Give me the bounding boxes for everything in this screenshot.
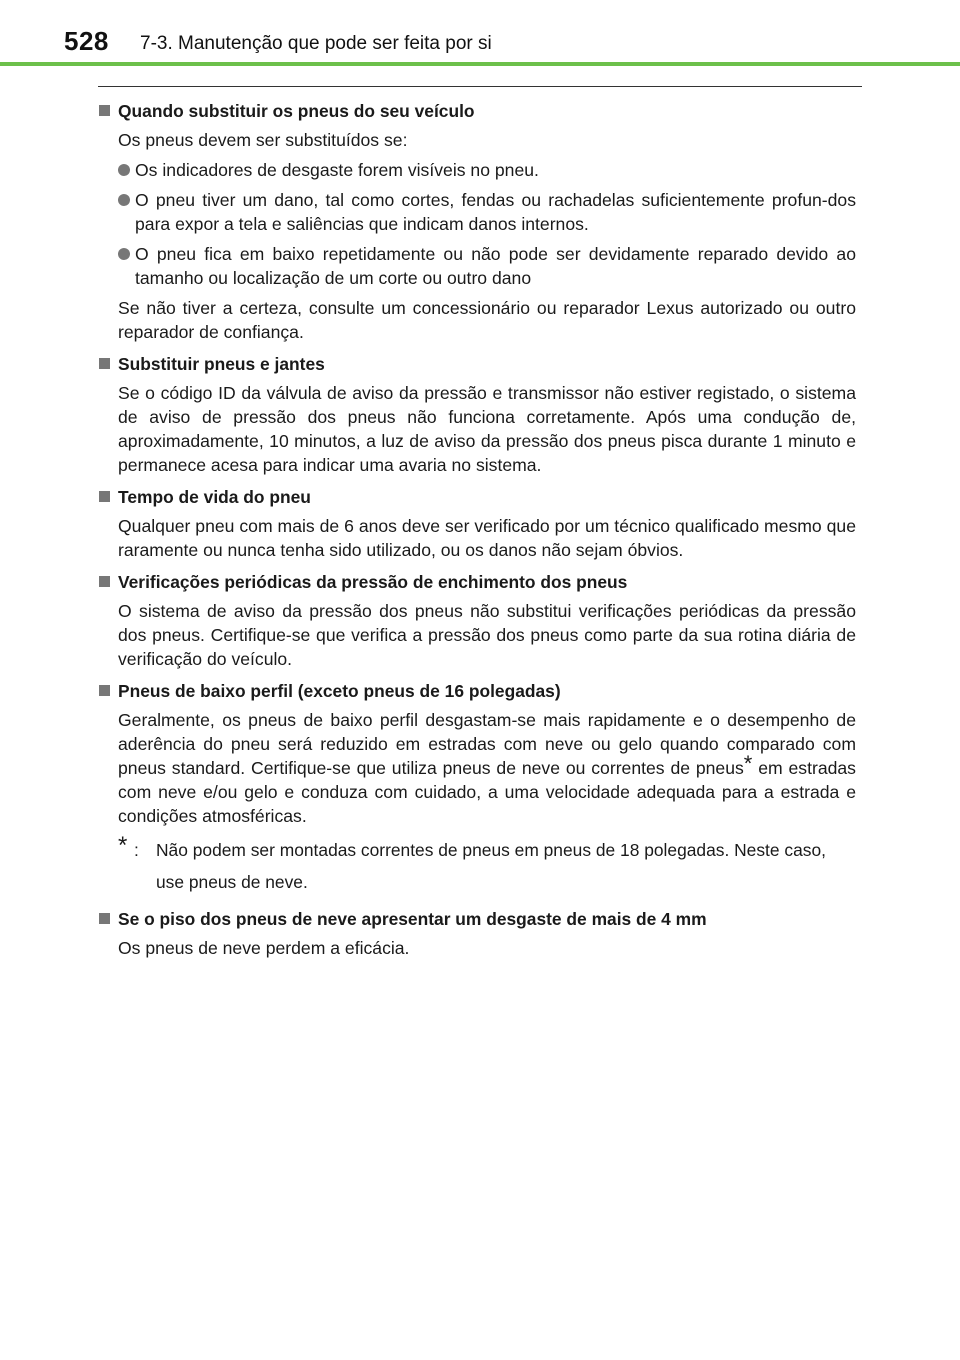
section-heading (98, 907, 856, 931)
section-heading (98, 99, 856, 123)
square-bullet-icon (99, 105, 110, 116)
list-item (118, 242, 856, 290)
section-title: 7-3. Manutenção que pode ser feita por si (140, 33, 492, 54)
paragraph: Os pneus devem ser substituídos se: (118, 130, 408, 150)
heading-text: Pneus de baixo perfil (exceto pneus de 16 polegadas) (118, 681, 561, 701)
round-bullet-icon (118, 164, 130, 176)
square-bullet-icon (99, 358, 110, 369)
list-item-text: Os indicadores de desgaste forem visíveis no pneu. (135, 160, 539, 180)
heading-text: Se o piso dos pneus de neve apresentar um desgaste de mais de 4 mm (118, 909, 707, 929)
header-green-rule (0, 62, 960, 66)
footnote-mark: * (118, 832, 128, 859)
paragraph-text: em estradas com neve e/ou gelo e conduza com cuidado, a uma velocidade adequada para a estrada e condições atmosféricas. (118, 758, 856, 826)
list-item-text: O pneu fica em baixo repetidamente ou não pode ser devidamente reparado devido ao tamanho ou localização de um corte ou outro dano (135, 244, 856, 288)
square-bullet-icon (99, 913, 110, 924)
section-heading (98, 570, 856, 594)
page-header (0, 0, 960, 68)
round-bullet-icon (118, 194, 130, 206)
section-heading (98, 485, 856, 509)
paragraph-text: Geralmente, os pneus de baixo perfil desgastam-se mais rapidamente e o desempenho de aderência do pneu será reduzido em estradas com neve ou gelo quando comparado com pneus standard. Certifique-se que utiliza pneus de neve ou correntes de pneus (118, 710, 856, 778)
paragraph: Se não tiver a certeza, consulte um concessionário ou reparador Lexus autorizado ou outro reparador de confiança. (118, 298, 856, 342)
list-item (118, 158, 856, 182)
paragraph: Os pneus de neve perdem a eficácia. (118, 938, 410, 958)
section-heading (98, 679, 856, 703)
square-bullet-icon (99, 685, 110, 696)
heading-text: Tempo de vida do pneu (118, 487, 311, 507)
section-heading (98, 352, 856, 376)
paragraph: O sistema de aviso da pressão dos pneus não substitui verificações periódicas da pressão dos pneus. Certifique-se que verifica a pressão dos pneus como parte da sua rotina diária de verificação do veículo. (118, 601, 856, 669)
footnote (118, 832, 856, 898)
footnote-text: Não podem ser montadas correntes de pneus em pneus de 18 polegadas. Neste caso, use pneus de neve. (156, 840, 826, 892)
page-number: 528 (64, 26, 109, 56)
square-bullet-icon (99, 576, 110, 587)
content-divider (98, 86, 862, 87)
list-item-text: O pneu tiver um dano, tal como cortes, fendas ou rachadelas suficientemente profun-dos para expor a tela e saliências que indicam danos internos. (135, 190, 856, 234)
heading-text: Quando substituir os pneus do seu veículo (118, 101, 475, 121)
heading-text: Substituir pneus e jantes (118, 354, 325, 374)
paragraph: Se o código ID da válvula de aviso da pressão e transmissor não estiver registado, o sistema de aviso de pressão dos pneus não funciona corretamente. Após uma condução de, aproximadamente, 10 minutos, a luz de aviso da pressão dos pneus pisca durante 1 minuto e permanece acesa para indicar uma avaria no sistema. (118, 383, 856, 475)
footnote-reference: * (743, 751, 753, 777)
heading-text: Verificações periódicas da pressão de enchimento dos pneus (118, 572, 628, 592)
page-content (98, 99, 856, 966)
list-item (118, 188, 856, 236)
round-bullet-icon (118, 248, 130, 260)
paragraph (118, 708, 856, 828)
footnote-colon: : (134, 840, 139, 860)
square-bullet-icon (99, 491, 110, 502)
paragraph: Qualquer pneu com mais de 6 anos deve ser verificado por um técnico qualificado mesmo que raramente ou nunca tenha sido utilizado, ou os danos não sejam óbvios. (118, 516, 856, 560)
